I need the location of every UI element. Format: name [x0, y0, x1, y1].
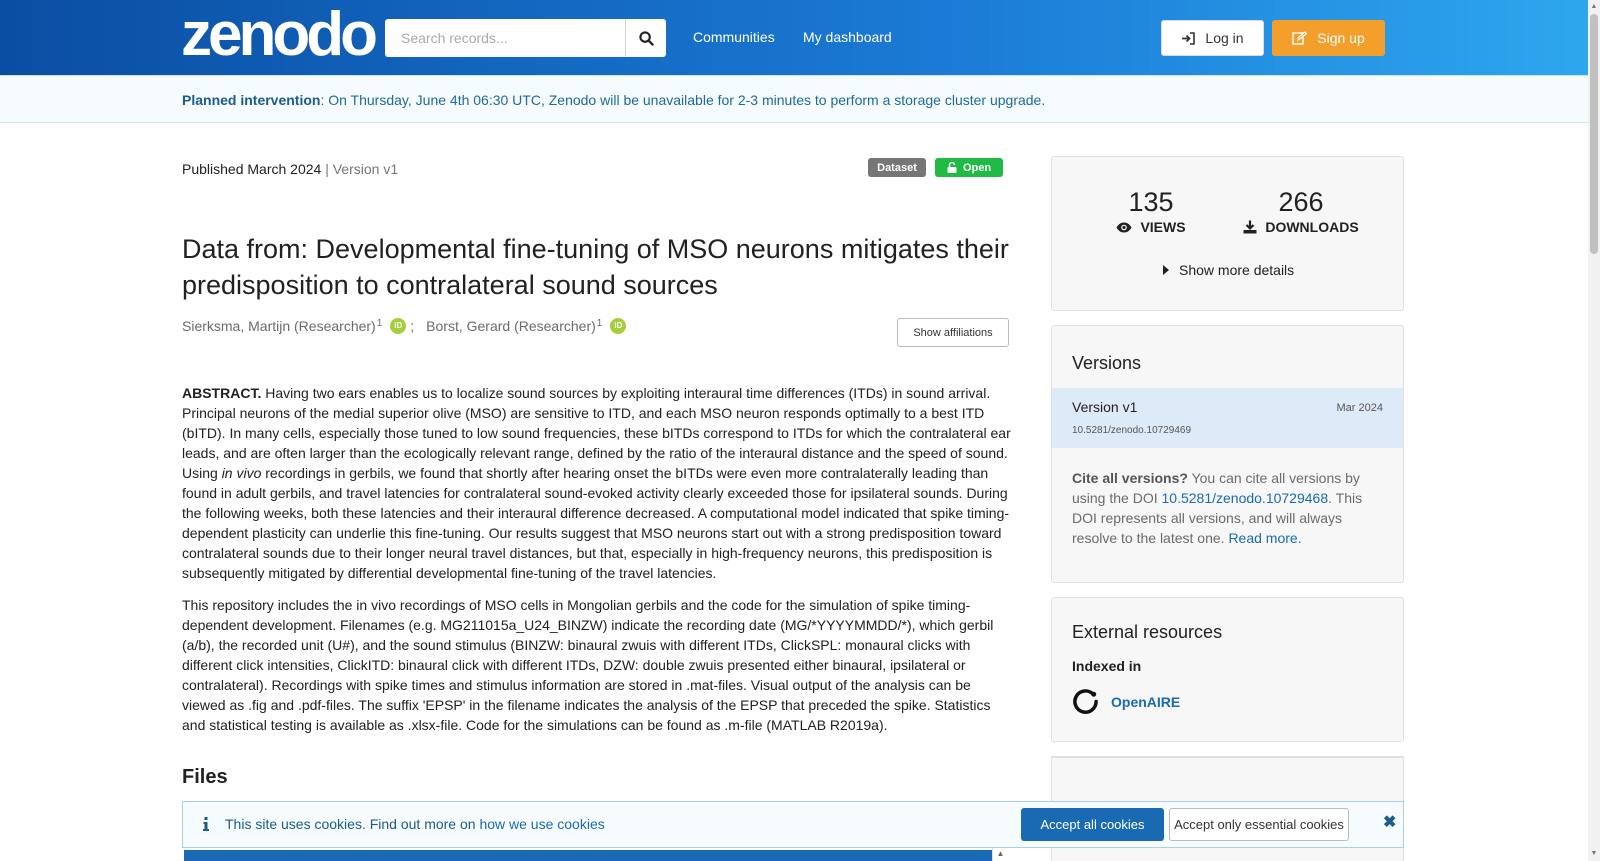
indexed-in-label: Indexed in: [1072, 658, 1142, 674]
external-resources-card: [1051, 597, 1404, 742]
record-description: [182, 383, 1012, 747]
edit-icon: [1292, 31, 1307, 45]
accept-all-cookies-button[interactable]: Accept all cookies: [1021, 808, 1164, 841]
access-badge: [935, 158, 1003, 177]
search-box: [385, 19, 666, 57]
orcid-icon[interactable]: iD: [610, 318, 626, 334]
version-date: Mar 2024: [1336, 402, 1383, 414]
read-more-link[interactable]: Read more.: [1228, 530, 1302, 546]
login-button[interactable]: [1161, 20, 1264, 56]
resource-type-badge: Dataset: [868, 158, 926, 177]
search-input[interactable]: [385, 19, 625, 57]
access-label: Open: [962, 161, 992, 174]
accept-essential-cookies-button[interactable]: Accept only essential cookies: [1169, 808, 1349, 841]
abstract-label: ABSTRACT.: [182, 385, 262, 401]
show-affiliations-button[interactable]: Show affiliations: [897, 318, 1009, 347]
zenodo-logo[interactable]: zenodo: [181, 0, 374, 69]
author-separator: ;: [410, 318, 415, 334]
author-name[interactable]: Borst, Gerard (Researcher): [426, 318, 596, 334]
show-more-details[interactable]: [1163, 262, 1294, 278]
files-panel-header: [184, 850, 992, 861]
signup-button[interactable]: [1272, 20, 1385, 56]
openaire-link[interactable]: [1072, 688, 1180, 715]
files-scroll-up-icon[interactable]: ▲: [992, 848, 1008, 861]
author-list: [182, 318, 630, 334]
views-stat: [1076, 187, 1226, 235]
version-row[interactable]: [1052, 388, 1403, 448]
page-scrollbar[interactable]: [1588, 0, 1600, 861]
stats-card: [1051, 156, 1404, 311]
version-doi: 10.5281/zenodo.10729469: [1072, 425, 1192, 436]
cite-text: You can cite all versions by using the DOI: [1072, 470, 1360, 506]
more-details-label: Show more details: [1179, 262, 1295, 278]
version-label: | Version v1: [321, 161, 399, 177]
version-name[interactable]: Version v1: [1072, 399, 1138, 415]
description-paragraph: This repository includes the in vivo recordings of MSO cells in Mongolian gerbils and the code for the simulation of spike timing-dependent development. Filenames (e.g. MG211015a_U24_BINZW) indicate the recording date (MG/*YYYYMMDD/*), which gerbil (a/b), the recorded unit (U#), and the sound stimulus (BINZW: binaural zwuis with different ITDs, ClickSPL: monaural clicks with different click intensities, ClickITD: binaural click with different ITDs, DZW: double zwuis presented either binaural, ipsilateral or contralateral). Recordings with spike times and stimulus information are stored in .mat-files. Visual output of the analysis can be viewed as .fig and .pdf-files. The suffix 'EPSP' in the filename indicates the analysis of the EPSP that preceded the spike. Statistics and statistical testing is available as .xlsx-file. Code for the simulations can be found as .m-file (MATLAB R2019a).: [182, 597, 994, 733]
eye-icon: [1116, 222, 1132, 233]
scrollbar-thumb[interactable]: [1590, 14, 1598, 254]
scroll-up-icon[interactable]: ▲: [1590, 3, 1598, 10]
downloads-label: DOWNLOADS: [1265, 219, 1359, 235]
maintenance-banner: [0, 75, 1588, 123]
publication-info: [182, 161, 398, 177]
cite-text: . This DOI represents all versions, and will always resolve to the latest one.: [1072, 490, 1363, 546]
banner-text: [182, 92, 1045, 108]
cite-bold: Cite all versions?: [1072, 470, 1188, 486]
top-header: [0, 0, 1588, 75]
record-title: Data from: Developmental fine-tuning of MSO neurons mitigates their predisposition to contralateral sound sources: [182, 234, 1009, 300]
search-icon: [639, 31, 654, 46]
abstract-paragraph: [182, 383, 1012, 583]
versions-card: [1051, 325, 1404, 583]
sign-in-icon: [1181, 32, 1195, 45]
info-icon: [203, 817, 209, 831]
files-heading: Files: [182, 766, 228, 788]
openaire-logo-icon: [1072, 688, 1099, 715]
close-icon[interactable]: ✖: [1383, 814, 1397, 831]
views-label: VIEWS: [1140, 219, 1186, 235]
caret-right-icon: [1163, 265, 1169, 275]
affiliation-marker: 1: [596, 317, 603, 329]
downloads-count: 266: [1278, 187, 1324, 217]
cookie-text: This site uses cookies. Find out more on: [225, 816, 480, 832]
scroll-down-icon[interactable]: ▼: [1590, 850, 1598, 857]
abstract-text: recordings in gerbils, we found that shortly after hearing onset the bITDs were even more contralaterally leading than found in adult gerbils, and travel latencies for contralateral sound-evoked activity clearly exceeded those for ipsilateral sounds. During the following weeks, both these latencies and their interaural difference decreased. A computational model indicated that spike timing-dependent plasticity can underlie this fine-tuning. Our results suggest that MSO neurons start out with a strong predisposition toward contralateral sounds due to their longer neural travel distances, but that, especially in high-frequency neurons, this predisposition is subsequently mitigated by differential developmental fine-tuning of the travel latencies.: [182, 465, 1010, 581]
download-icon: [1243, 220, 1257, 234]
concept-doi-link[interactable]: 10.5281/zenodo.10729468: [1161, 490, 1329, 506]
login-label: Log in: [1205, 30, 1244, 46]
openaire-label: OpenAIRE: [1111, 693, 1181, 710]
signup-label: Sign up: [1317, 30, 1365, 46]
downloads-stat: [1226, 187, 1376, 235]
versions-heading: Versions: [1072, 353, 1142, 373]
banner-bold: Planned intervention: [182, 92, 321, 108]
banner-message: : On Thursday, June 4th 06:30 UTC, Zenodo will be unavailable for 2-3 minutes to perform a storage cluster upgrade.: [320, 92, 1046, 108]
published-date: Published March 2024: [182, 161, 322, 177]
cookie-policy-link[interactable]: how we use cookies: [479, 816, 605, 832]
cite-all-versions: [1072, 468, 1387, 548]
search-button[interactable]: [625, 19, 666, 57]
unlock-icon: [947, 162, 957, 173]
abstract-text: Having two ears enables us to localize sound sources by exploiting interaural time differences (ITDs) in sound arrival. Principal neurons of the medial superior olive (MSO) are sensitive to ITD, and each MSO neuron responds optimally to a best ITD (bITD). In many cells, especially those tuned to low sound frequencies, these bITDs correspond to ITDs for which the contralateral ear leads, and are often larger than the ecologically relevant range, defined by the ratio of the interaural distance and the speed of sound. Using: [182, 385, 1011, 481]
cookie-banner: [182, 801, 1404, 848]
orcid-icon[interactable]: iD: [390, 318, 406, 334]
nav-communities[interactable]: Communities: [693, 29, 775, 45]
abstract-italic: in vivo: [221, 465, 262, 481]
affiliation-marker: 1: [376, 317, 383, 329]
cookie-message: [203, 816, 605, 832]
author-name[interactable]: Sierksma, Martijn (Researcher): [182, 318, 376, 334]
nav-my-dashboard[interactable]: My dashboard: [803, 29, 892, 45]
external-heading: External resources: [1072, 622, 1223, 642]
views-count: 135: [1128, 187, 1174, 217]
